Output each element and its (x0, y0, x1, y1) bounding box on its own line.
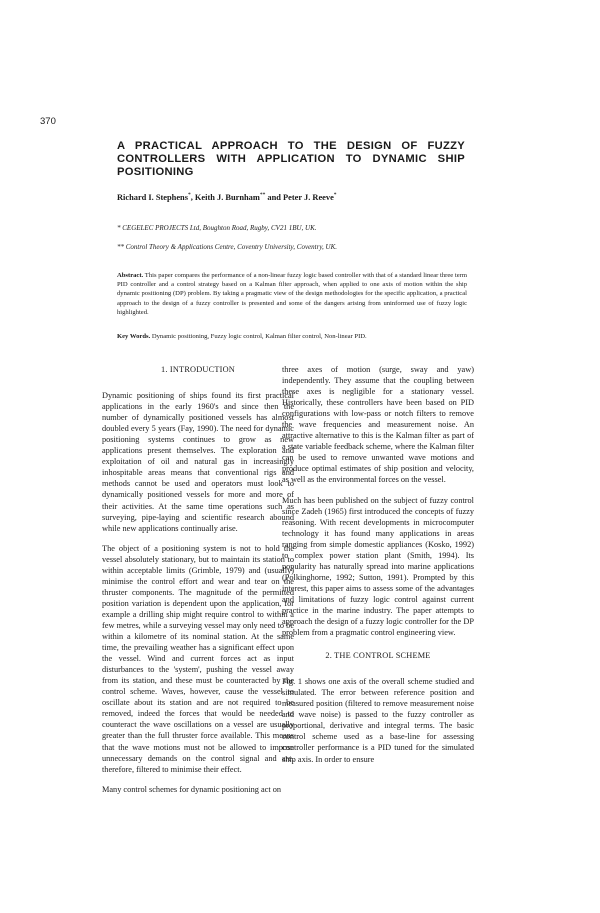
right-column (282, 364, 474, 774)
author-separator: , (190, 192, 195, 202)
author-mark: * (333, 192, 337, 198)
author-mark: ** (259, 192, 266, 198)
abstract (117, 271, 467, 317)
author-list (117, 192, 477, 202)
keywords-label: Key Words. (117, 333, 151, 340)
author-name: Peter J. Reeve (283, 192, 334, 202)
keywords (117, 333, 467, 340)
page-number: 370 (40, 116, 56, 127)
body-paragraph: three axes of motion (surge, sway and yaw) independently. They assume that the coupling between these axes is negligible for a stationary vessel. Historically, these controllers have been based on PID configurations with low-pass or notch filters to remove the wave frequencies and measurement noise. An attractive alternative to this is the Kalman filter as part of a state variable feedback scheme, where the Kalman filter can be used to remove unwanted wave motions and produce optimal estimates of ship position and velocity, as well as the environmental forces on the vessel. (282, 365, 474, 485)
body-paragraph: Many control schemes for dynamic positioning act on (102, 784, 282, 794)
left-column (102, 364, 294, 804)
author-name: Keith J. Burnham (194, 192, 260, 202)
body-paragraph: Much has been published on the subject of fuzzy control since Zadeh (1965) first introduced the concepts of fuzzy reasoning. With recent developments in microcomputer technology it has found many applications in areas ranging from simple domestic appliances (Kosko, 1992) to complex power station plant (Smith, 1994). Its popularity has naturally spread into marine applications (Polkinghorne, 1992; Sutton, 1991). Prompted by this interest, this paper aims to assess some of the advantages and limitations of fuzzy logic control against current practice in the marine industry. The paper attempts to approach the design of a fuzzy logic controller for the DP problem from a pragmatic control engineering view. (282, 495, 474, 638)
affiliation: ** Control Theory & Applications Centre, Coventry University, Coventry, UK. (117, 243, 338, 251)
body-paragraph: Dynamic positioning of ships found its first practical applications in the early 1960's and since then the number of dynamically positioned vessels has almost doubled every 5 years (Fay, 1990). The need for dynamic positioning systems continues to grow as new applications present themselves. The exploration and exploitation of oil and natural gas in increasingly inhospitable areas means that conventional rigs and methods cannot be used and operators must look to dynamically positioned vessels for more and more of their activities. At the same time operations such as surveying, pipe-laying and scientific research abound while new applications continually arise. (102, 391, 294, 533)
body-paragraph: Fig. 1 shows one axis of the overall scheme studied and simulated. The error between reference position and measured position (filtered to remove measurement noise and wave noise) is passed to the fuzzy controller as proportional, derivative and integral terms. The basic control scheme used as a base-line for assessing controller performance is a PID tuned for the simulated ship axis. In order to ensure (282, 677, 474, 764)
abstract-label: Abstract. (117, 272, 144, 279)
paper-title: A PRACTICAL APPROACH TO THE DESIGN OF FUZZY CONTROLLERS WITH APPLICATION TO DYNAMIC SHIP POSITIONING (117, 140, 465, 178)
author-separator: and (265, 192, 284, 202)
author-mark: * (187, 192, 191, 198)
abstract-text: This paper compares the performance of a non-linear fuzzy logic based controller with that of a standard linear three term PID controller and a control strategy based on a Kalman filter approach, when applied to one axis of motion within the ship dynamic positioning (DP) problem. By taking a pragmatic view of the design methodologies for the specific application, a practical approach to the design of a fuzzy controller is presented and some of the dangers arising from uninformed use of fuzzy logic highlighted. (117, 272, 468, 316)
affiliation: * CEGELEC PROJECTS Ltd, Boughton Road, Rugby, CV21 1BU, UK. (117, 224, 317, 232)
keywords-text: Dynamic positioning, Fuzzy logic control, Kalman filter control, Non-linear PID. (151, 333, 367, 340)
section-heading: 1. INTRODUCTION (161, 365, 235, 374)
body-paragraph: The object of a positioning system is not to hold the vessel absolutely stationary, but to maintain its station to within acceptable limits (Grimble, 1979) and (usually) minimise the control effort and wear and tear on the thruster components. The magnitude of the permitted position variation is dependent upon the application, for example a drilling ship might require control to within a few metres, while a surveying vessel may only need to be within a kilometre of its nominal station. At the same time, the prevailing weather has a significant effect upon the vessel. Wind and current forces act as input disturbances to the 'system', pushing the vessel away from its station, and these must be counteracted by the control scheme. Waves, however, cause the vessel to oscillate about its station and are not required to be removed, indeed the forces that would be needed to counteract the wave oscillations on a vessel are usually greater than the full thruster force available. This means that the wave motions must not be allowed to impose unnecessary demands on the control signal and are, therefore, filtered to minimise their effect. (102, 543, 294, 774)
author-name: Richard I. Stephens (117, 192, 188, 202)
section-heading: 2. THE CONTROL SCHEME (325, 651, 431, 661)
